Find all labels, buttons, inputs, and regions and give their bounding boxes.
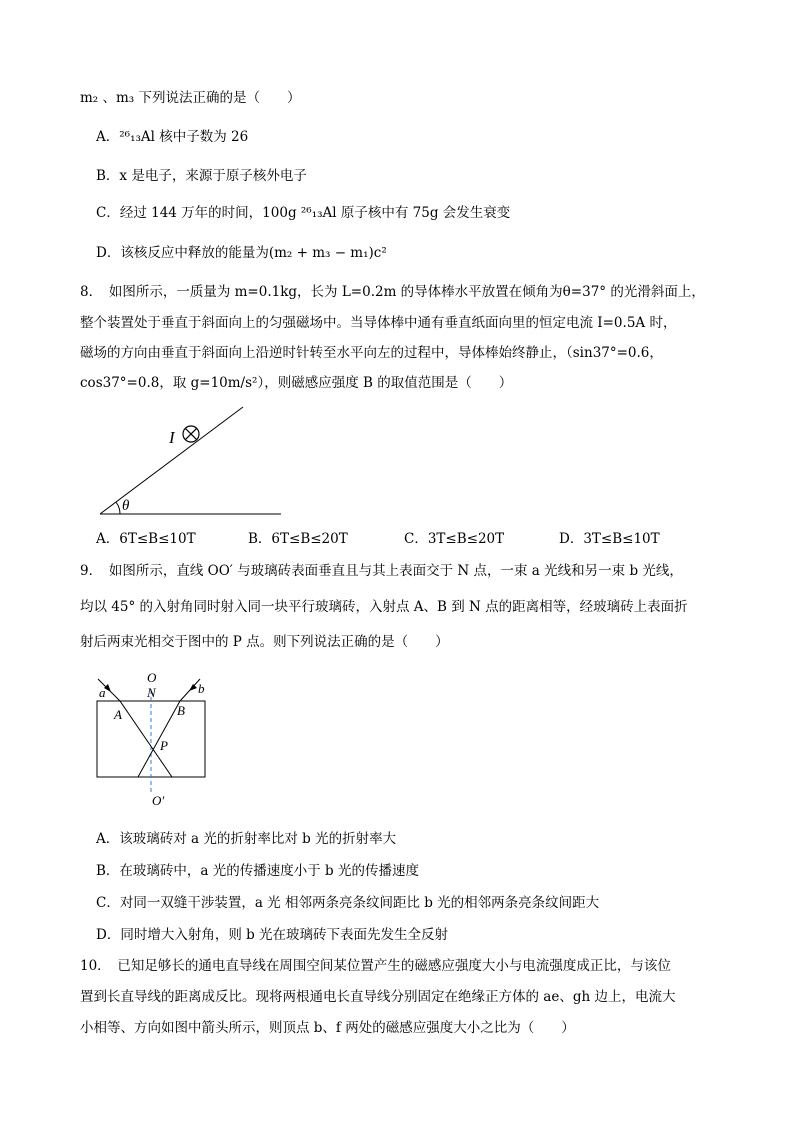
- label-point-a: A: [114, 707, 122, 722]
- q7-option-c: C．经过 144 万年的时间，100g ²⁶₁₃Al 原子核中有 75g 会发生衰变: [96, 205, 511, 221]
- q9-stem-line-2: 均以 45° 的入射角同时射入同一块平行玻璃砖，入射点 A、B 到 N 点的距离相等，经玻璃砖上表面折: [80, 599, 688, 615]
- label-a-ray: a: [99, 685, 106, 700]
- q8-incline-figure: [95, 400, 295, 520]
- label-point-b: B: [177, 703, 185, 718]
- q9-stem-line-1: 9． 如图所示，直线 OO′ 与玻璃砖表面垂直且与其上表面交于 N 点，一束 a 光线和另一束 b 光线，: [80, 563, 683, 579]
- label-n: N: [147, 685, 156, 700]
- q8-stem-line-4: cos37°=0.8，取 g=10m/s²），则磁感应强度 B 的取值范围是（ ）: [80, 375, 513, 391]
- q9-option-c: C．对同一双缝干涉装置，a 光 相邻两条亮条纹间距比 b 光的相邻两条亮条纹间距大: [96, 895, 600, 911]
- q8-stem-line-1: 8． 如图所示，一质量为 m=0.1kg，长为 L=0.2m 的导体棒水平放置在倾角为θ=37° 的光滑斜面上，: [80, 284, 705, 300]
- q7-stem-tail: m₂ 、m₃ 下列说法正确的是（ ）: [80, 90, 301, 106]
- q9-glass-block-figure: [90, 668, 240, 818]
- q9-option-d: D．同时增大入射角，则 b 光在玻璃砖下表面先发生全反射: [96, 927, 449, 943]
- q10-stem-line-2: 置到长直导线的距离成反比。现将两根通电长直导线分别固定在绝缘正方体的 ae、gh 边上，电流大: [80, 989, 676, 1005]
- current-label: I: [169, 428, 175, 447]
- q7-option-b: B．x 是电子，来源于原子核外电子: [96, 168, 307, 184]
- q7-option-a: A．²⁶₁₃Al 核中子数为 26: [96, 129, 249, 145]
- q9-option-a: A．该玻璃砖对 a 光的折射率比对 b 光的折射率大: [96, 831, 397, 847]
- q8-option-b: B．6T≤B≤20T: [248, 531, 348, 547]
- q8-option-c: C．3T≤B≤20T: [404, 531, 505, 547]
- q9-stem-line-3: 射后两束光相交于图中的 P 点。则下列说法正确的是（ ）: [80, 634, 449, 650]
- label-o-prime: O′: [152, 793, 165, 808]
- q10-stem-line-1: 10． 已知足够长的通电直导线在周围空间某位置产生的磁感应强度大小与电流强度成正比，与该位: [80, 958, 671, 974]
- q8-stem-line-3: 磁场的方向由垂直于斜面向上沿逆时针转至水平向左的过程中，导体棒始终静止，（sin37°=0.6，: [80, 345, 663, 361]
- q9-option-b: B．在玻璃砖中，a 光的传播速度小于 b 光的传播速度: [96, 863, 419, 879]
- ray-b-arrow: [189, 684, 197, 691]
- label-o: O: [147, 670, 157, 685]
- angle-arc: [116, 502, 120, 514]
- q8-option-d: D．3T≤B≤10T: [559, 531, 660, 547]
- angle-label: θ: [122, 498, 130, 514]
- label-b-ray: b: [198, 681, 205, 696]
- q8-stem-line-2: 整个装置处于垂直于斜面向上的匀强磁场中。当导体棒中通有垂直纸面向里的恒定电流 I=0.5A 时，: [80, 315, 677, 331]
- q8-option-a: A．6T≤B≤10T: [96, 531, 196, 547]
- q10-stem-line-3: 小相等、方向如图中箭头所示，则顶点 b、f 两处的磁感应强度大小之比为（ ）: [80, 1020, 575, 1036]
- label-point-p: P: [160, 738, 168, 753]
- ray-b-refracted: [138, 701, 180, 777]
- q7-option-d: D．该核反应中释放的能量为(m₂ + m₃ − m₁)c²: [96, 245, 387, 261]
